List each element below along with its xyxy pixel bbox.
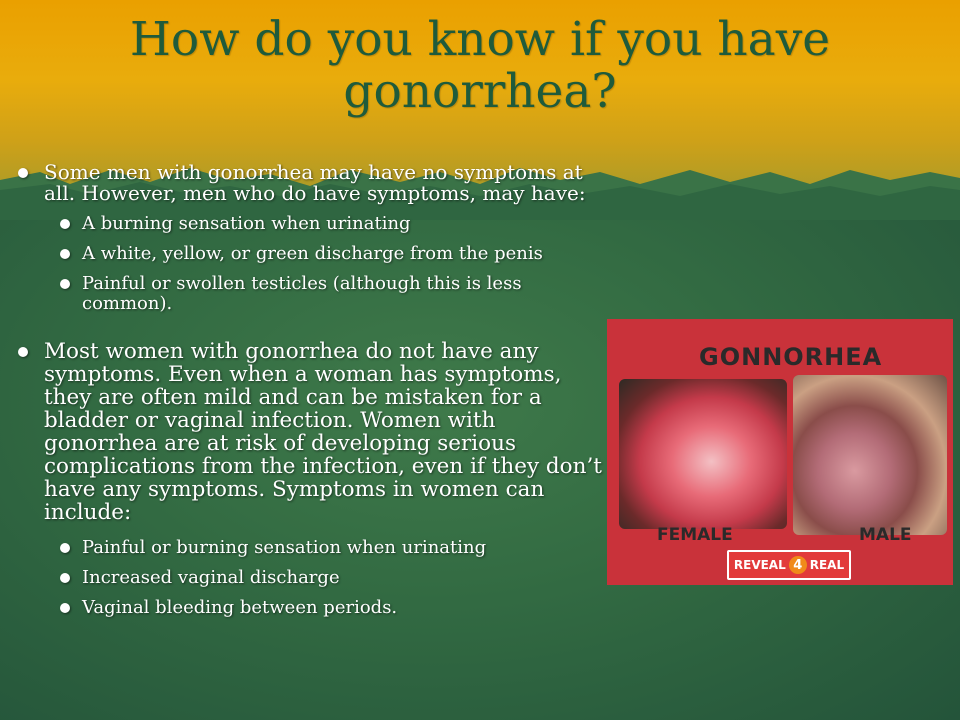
sub-bullet xyxy=(14,568,604,588)
bullet-women xyxy=(14,340,604,524)
sub-bullet-text: Increased vaginal discharge xyxy=(82,567,340,588)
logo-badge: 4 xyxy=(789,556,807,574)
logo-text-right: REAL xyxy=(809,558,845,572)
sub-bullet xyxy=(14,244,604,264)
bullet-dot-icon xyxy=(60,543,70,553)
bullet-dot-icon xyxy=(60,279,70,289)
sub-bullet-text: A burning sensation when urinating xyxy=(82,213,411,234)
figure-title: GONNORHEA xyxy=(699,343,883,371)
female-label: FEMALE xyxy=(657,525,733,545)
reveal-4-real-logo xyxy=(727,550,851,580)
sub-bullet xyxy=(14,274,604,314)
sub-bullet-text: A white, yellow, or green discharge from the penis xyxy=(82,243,543,264)
gonorrhea-image-panel xyxy=(607,319,953,585)
bullet-text: Most women with gonorrhea do not have any symptoms. Even when a woman has symptoms, they are often mild and can be mistaken for a bladder or vaginal infection. Women with gonorrhea are at risk of developing serious complications from the infection, even if they don’t have any symptoms. Symptoms in women can include: xyxy=(44,339,602,525)
bullet-list xyxy=(14,162,604,618)
sub-bullet xyxy=(14,214,604,234)
sub-bullet-text: Vaginal bleeding between periods. xyxy=(82,597,398,618)
bullet-dot-icon xyxy=(60,603,70,613)
sub-bullet xyxy=(14,538,604,558)
bullet-dot-icon xyxy=(60,573,70,583)
sub-bullet-text: Painful or burning sensation when urinating xyxy=(82,537,487,558)
bullet-text: Some men with gonorrhea may have no symptoms at all. However, men who do have symptoms, may have: xyxy=(44,160,586,205)
bullet-dot-icon xyxy=(60,219,70,229)
bullet-dot-icon xyxy=(18,168,28,178)
male-label: MALE xyxy=(859,525,912,545)
logo-text-left: REVEAL xyxy=(733,558,786,572)
bullet-dot-icon xyxy=(60,249,70,259)
slide-title: How do you know if you have gonorrhea? xyxy=(129,12,831,119)
bullet-dot-icon xyxy=(18,347,28,357)
sub-bullet xyxy=(14,598,604,618)
bullet-men xyxy=(14,162,604,204)
female-photo xyxy=(619,379,787,529)
male-photo xyxy=(793,375,947,535)
sub-bullet-text: Painful or swollen testicles (although this is less common). xyxy=(82,273,522,314)
